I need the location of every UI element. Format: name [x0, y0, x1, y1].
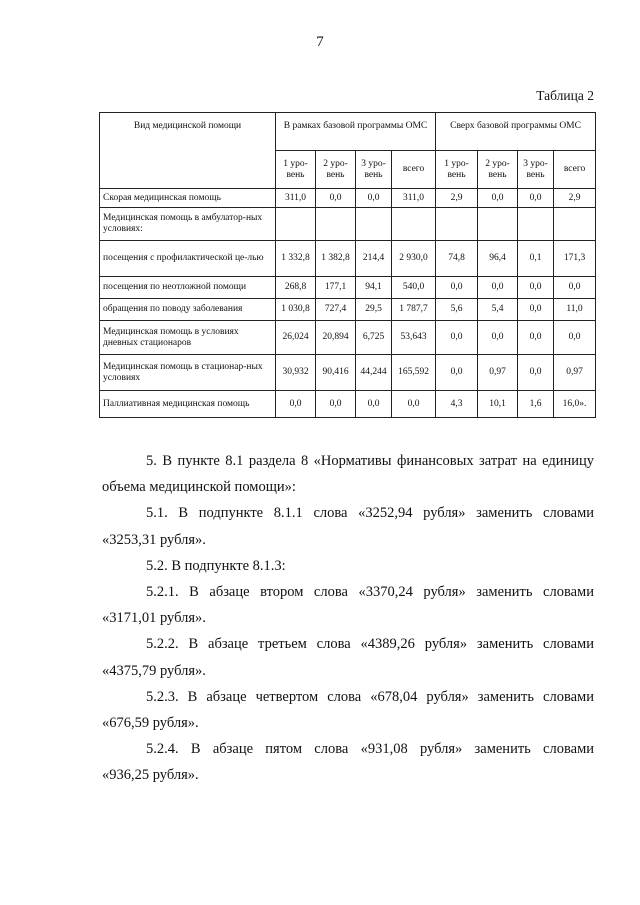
header-sub: всего — [392, 151, 436, 189]
row-label: Паллиативная медицинская помощь — [100, 391, 276, 418]
header-sub: 3 уро-вень — [356, 151, 392, 189]
table-cell: 0,1 — [518, 241, 554, 277]
header-sub: 2 уро-вень — [478, 151, 518, 189]
row-label: Медицинская помощь в стационар-ных условиях — [100, 355, 276, 391]
table-cell: 0,0 — [436, 321, 478, 355]
table-cell: 2,9 — [436, 189, 478, 208]
table-cell: 10,1 — [478, 391, 518, 418]
table-cell: 0,0 — [518, 277, 554, 299]
table-cell: 11,0 — [554, 299, 596, 321]
table-cell: 1,6 — [518, 391, 554, 418]
table-row — [100, 189, 596, 208]
paragraph-5-2-1-line-2: «3171,01 рубля». — [102, 610, 206, 627]
table-cell: 0,0 — [478, 321, 518, 355]
table-cell — [356, 208, 392, 241]
table-cell: 53,643 — [392, 321, 436, 355]
standards-table — [99, 112, 596, 418]
paragraph-5-2-4-line-2: «936,25 рубля». — [102, 767, 199, 784]
table-cell: 1 382,8 — [316, 241, 356, 277]
table-row — [100, 321, 596, 355]
paragraph-5-line-1: 5. В пункте 8.1 раздела 8 «Нормативы финансовых затрат на единицу — [146, 453, 594, 469]
paragraph-5-2-1-line-1: 5.2.1. В абзаце втором слова «3370,24 рубля» заменить словами — [146, 584, 594, 601]
table-cell — [392, 208, 436, 241]
table-cell: 0,0 — [518, 189, 554, 208]
table-cell — [554, 208, 596, 241]
row-label: Медицинская помощь в амбулатор-ных условиях: — [100, 208, 276, 241]
table-cell: 0,0 — [478, 277, 518, 299]
table-cell: 96,4 — [478, 241, 518, 277]
table-cell: 0,0 — [316, 391, 356, 418]
header-group-over: Сверх базовой программы ОМС — [436, 113, 596, 151]
table-cell: 2,9 — [554, 189, 596, 208]
table-cell: 0,97 — [478, 355, 518, 391]
row-label: посещения с профилактической це-лью — [100, 241, 276, 277]
table-cell: 4,3 — [436, 391, 478, 418]
paragraph-5-line-2: объема медицинской помощи»: — [102, 479, 296, 496]
table-cell: 0,0 — [436, 277, 478, 299]
header-kind: Вид медицинской помощи — [100, 113, 276, 189]
table-cell: 26,024 — [276, 321, 316, 355]
table-cell — [436, 208, 478, 241]
header-sub: всего — [554, 151, 596, 189]
table-cell: 0,0 — [554, 321, 596, 355]
amendment-text — [102, 448, 594, 789]
table-cell — [518, 208, 554, 241]
table-row — [100, 391, 596, 418]
row-label: Скорая медицинская помощь — [100, 189, 276, 208]
table-cell: 20,894 — [316, 321, 356, 355]
table-row — [100, 208, 596, 241]
table-cell: 74,8 — [436, 241, 478, 277]
paragraph-5-2-3-line-2: «676,59 рубля». — [102, 715, 199, 732]
row-label: Медицинская помощь в условиях дневных стационаров — [100, 321, 276, 355]
table-cell: 0,0 — [276, 391, 316, 418]
header-sub: 1 уро-вень — [436, 151, 478, 189]
table-cell: 1 787,7 — [392, 299, 436, 321]
table-cell: 1 332,8 — [276, 241, 316, 277]
table-row — [100, 277, 596, 299]
table-cell: 5,6 — [436, 299, 478, 321]
table-cell: 44,244 — [356, 355, 392, 391]
table-cell: 311,0 — [392, 189, 436, 208]
table-cell: 0,0 — [518, 299, 554, 321]
table-cell: 214,4 — [356, 241, 392, 277]
table-cell: 6,725 — [356, 321, 392, 355]
table-cell: 90,416 — [316, 355, 356, 391]
row-label: посещения по неотложной помощи — [100, 277, 276, 299]
header-sub: 1 уро-вень — [276, 151, 316, 189]
table-caption: Таблица 2 — [536, 88, 594, 103]
table-cell: 0,0 — [356, 189, 392, 208]
table-cell: 0,0 — [518, 321, 554, 355]
table-cell — [276, 208, 316, 241]
paragraph-5-2-3-line-1: 5.2.3. В абзаце четвертом слова «678,04 рубля» заменить словами — [146, 688, 594, 705]
table-cell: 0,0 — [392, 391, 436, 418]
table-cell: 177,1 — [316, 277, 356, 299]
table-cell — [316, 208, 356, 241]
table-row — [100, 241, 596, 277]
table-cell: 171,3 — [554, 241, 596, 277]
table-cell: 727,4 — [316, 299, 356, 321]
header-sub: 3 уро-вень — [518, 151, 554, 189]
table-cell: 5,4 — [478, 299, 518, 321]
header-group-base: В рамках базовой программы ОМС — [276, 113, 436, 151]
table-cell: 311,0 — [276, 189, 316, 208]
table-row — [100, 299, 596, 321]
table-cell — [478, 208, 518, 241]
table-cell: 0,0 — [316, 189, 356, 208]
table-cell: 16,0». — [554, 391, 596, 418]
paragraph-5-1-line-1: 5.1. В подпункте 8.1.1 слова «3252,94 рубля» заменить словами — [146, 505, 594, 522]
paragraph-5-2-4-line-1: 5.2.4. В абзаце пятом слова «931,08 рубля» заменить словами — [146, 741, 594, 758]
header-sub: 2 уро-вень — [316, 151, 356, 189]
table-cell: 540,0 — [392, 277, 436, 299]
table-cell: 0,97 — [554, 355, 596, 391]
table-cell: 94,1 — [356, 277, 392, 299]
table-cell: 0,0 — [436, 355, 478, 391]
paragraph-5-2: 5.2. В подпункте 8.1.3: — [146, 557, 286, 574]
table-cell: 268,8 — [276, 277, 316, 299]
table-cell: 1 030,8 — [276, 299, 316, 321]
table-cell: 2 930,0 — [392, 241, 436, 277]
table-cell: 0,0 — [478, 189, 518, 208]
paragraph-5-2-2-line-1: 5.2.2. В абзаце третьем слова «4389,26 рубля» заменить словами — [146, 636, 594, 653]
table-cell: 29,5 — [356, 299, 392, 321]
table-cell: 0,0 — [518, 355, 554, 391]
paragraph-5-2-2-line-2: «4375,79 рубля». — [102, 662, 206, 679]
table-row — [100, 355, 596, 391]
table-cell: 0,0 — [356, 391, 392, 418]
table-cell: 165,592 — [392, 355, 436, 391]
paragraph-5-1-line-2: «3253,31 рубля». — [102, 531, 206, 548]
table-cell: 30,932 — [276, 355, 316, 391]
table-cell: 0,0 — [554, 277, 596, 299]
row-label: обращения по поводу заболевания — [100, 299, 276, 321]
page-number: 7 — [316, 34, 324, 50]
